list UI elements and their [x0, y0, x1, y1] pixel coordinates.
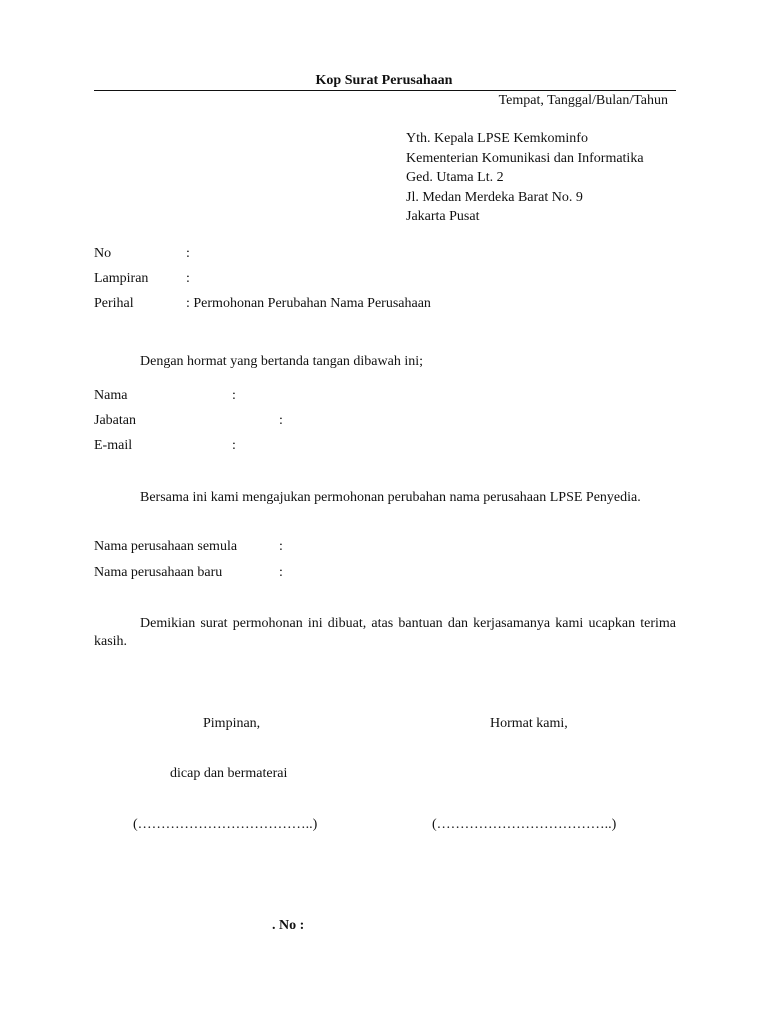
company-old-label: Nama perusahaan semula: [94, 539, 238, 554]
signature-right-title: Hormat kami,: [490, 716, 568, 731]
opening-text: Dengan hormat yang bertanda tangan dibawah ini;: [140, 354, 424, 369]
place-date: Tempat, Tanggal/Bulan/Tahun: [498, 93, 668, 108]
company-new-colon: :: [279, 565, 283, 580]
signature-left-title: Pimpinan,: [203, 716, 261, 731]
nama-label: Nama: [94, 388, 128, 403]
email-colon: :: [232, 438, 236, 453]
stamp-note: dicap dan bermaterai: [170, 766, 288, 781]
recipient-line: Jl. Medan Merdeka Barat No. 9: [406, 189, 583, 205]
signature-right-line: (………………………………..): [432, 817, 617, 832]
perihal-value: : Permohonan Perubahan Nama Perusahaan: [186, 296, 431, 311]
recipient-line: Kementerian Komunikasi dan Informatika: [406, 150, 644, 166]
no-label: No: [94, 246, 112, 261]
jabatan-colon: :: [279, 413, 283, 428]
email-label: E-mail: [94, 438, 133, 453]
letterhead-divider: [94, 90, 676, 91]
nama-colon: :: [232, 388, 236, 403]
lampiran-colon: :: [186, 271, 190, 286]
closing-paragraph: Demikian surat permohonan ini dibuat, atas bantuan dan kerjasamanya kami ucapkan terima kasih.: [94, 616, 676, 649]
request-paragraph: Bersama ini kami mengajukan permohonan perubahan nama perusahaan LPSE Penyedia.: [140, 490, 641, 505]
recipient-line: Jakarta Pusat: [406, 209, 480, 224]
lampiran-label: Lampiran: [94, 271, 149, 286]
signature-left-line: (………………………………..): [133, 817, 318, 832]
company-new-label: Nama perusahaan baru: [94, 565, 223, 580]
letterhead-title: Kop Surat Perusahaan: [315, 73, 453, 88]
recipient-line: Ged. Utama Lt. 2: [406, 170, 504, 185]
recipient-line: Yth. Kepala LPSE Kemkominfo: [406, 131, 588, 146]
jabatan-label: Jabatan: [94, 413, 136, 428]
perihal-label: Perihal: [94, 296, 134, 311]
footer-no: . No :: [272, 918, 305, 933]
recipient-address: [406, 129, 644, 227]
company-old-colon: :: [279, 539, 283, 554]
no-colon: :: [186, 246, 190, 261]
